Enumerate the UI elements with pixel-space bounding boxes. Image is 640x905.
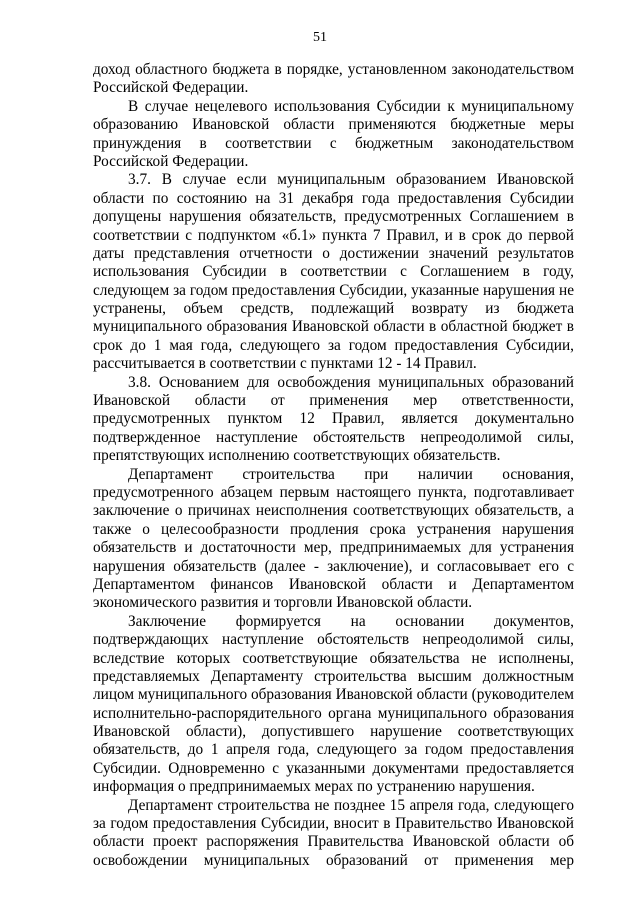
text-line: 3.7. В случае если муниципальным образованием Ивановской — [128, 171, 574, 189]
page-number: 51 — [313, 30, 327, 45]
text-line: представляемых Департаменту строительства высшим должностным — [93, 667, 574, 685]
text-line: рассчитывается в соответствии с пунктами 12 - 14 Правил. — [93, 355, 477, 373]
text-line: также о целесообразности продления срока устранения нарушения — [93, 520, 574, 538]
text-line: В случае нецелевого использования Субсидии к муниципальному — [128, 97, 574, 115]
text-line: подтверждающих наступление обстоятельств непреодолимой силы, — [93, 631, 574, 649]
text-line: области проект распоряжения Правительства Ивановской области об — [93, 833, 574, 851]
text-line: подтвержденное наступление обстоятельств непреодолимой силы, — [93, 428, 574, 446]
text-line: Российской Федерации. — [93, 152, 249, 170]
text-line: срок до 1 мая года, следующего за годом предоставления Субсидии, — [93, 336, 574, 354]
text-line: предусмотренных пунктом 12 Правил, является документально — [93, 410, 574, 428]
text-line: Ивановской области), допустившего нарушение соответствующих — [93, 723, 574, 741]
text-line: обязательств и достаточности мер, предпринимаемых для устранения — [93, 539, 574, 557]
text-line: использования Субсидии в соответствии с Соглашением в году, — [93, 263, 574, 281]
text-line: заключение о причинах неисполнения соответствующих обязательств, а — [93, 502, 574, 520]
text-line: 3.8. Основанием для освобождения муниципальных образований — [128, 373, 574, 391]
text-line: исполнительно-распорядительного органа муниципального образования — [93, 704, 574, 722]
text-line: муниципального образования Ивановской области в областной бюджет в — [93, 318, 574, 336]
text-line: лицом муниципального образования Ивановской области (руководителем — [93, 686, 574, 704]
text-line: соответствии с подпунктом «б.1» пункта 7 Правил, и в срок до первой — [93, 226, 574, 244]
text-line: доход областного бюджета в порядке, установленном законодательством — [93, 61, 574, 78]
text-line: Департамент строительства не позднее 15 апреля года, следующего — [128, 796, 574, 814]
text-line: устранены, объем средств, подлежащий возврату из бюджета — [93, 300, 574, 318]
text-line: принуждения в соответствии с бюджетным законодательством — [93, 134, 574, 152]
text-line: нарушения обязательств (далее - заключение), и согласовывает его с — [93, 557, 574, 575]
text-line: Департамент строительства при наличии основания, — [128, 465, 574, 483]
text-line: экономического развития и торговли Ивановской области. — [93, 594, 473, 612]
text-line: области по состоянию на 31 декабря года предоставления Субсидии — [93, 189, 574, 207]
text-line: Субсидии. Одновременно с указанными документами предоставляется — [93, 759, 574, 777]
text-line: препятствующих исполнению соответствующих обязательств. — [93, 447, 501, 465]
text-line: Российской Федерации. — [93, 79, 249, 97]
text-line: освобождении муниципальных образований от применения мер — [93, 851, 574, 869]
text-line: образованию Ивановской области применяются бюджетные меры — [93, 116, 574, 134]
text-line: за годом предоставления Субсидии, вносит в Правительство Ивановской — [93, 815, 574, 833]
text-line: вследствие которых соответствующие обязательства не исполнены, — [93, 649, 574, 667]
text-line: Ивановской области от применения мер ответственности, — [93, 392, 574, 410]
text-line: даты представления отчетности о достижении значений результатов — [93, 244, 574, 262]
text-line: обязательств, до 1 апреля года, следующего за годом предоставления — [93, 741, 574, 759]
text-line: Департаментом финансов Ивановской области и Департаментом — [93, 575, 574, 593]
text-line: информация о предпринимаемых мерах по устранению нарушения. — [93, 778, 535, 796]
text-line: предусмотренного абзацем первым настоящего пункта, подготавливает — [93, 483, 574, 501]
text-line: следующем за годом предоставления Субсидии, указанные нарушения не — [93, 281, 574, 299]
body-text — [93, 61, 574, 870]
text-line: Заключение формируется на основании документов, — [128, 612, 574, 630]
text-line: допущены нарушения обязательств, предусмотренных Соглашением в — [93, 208, 574, 226]
